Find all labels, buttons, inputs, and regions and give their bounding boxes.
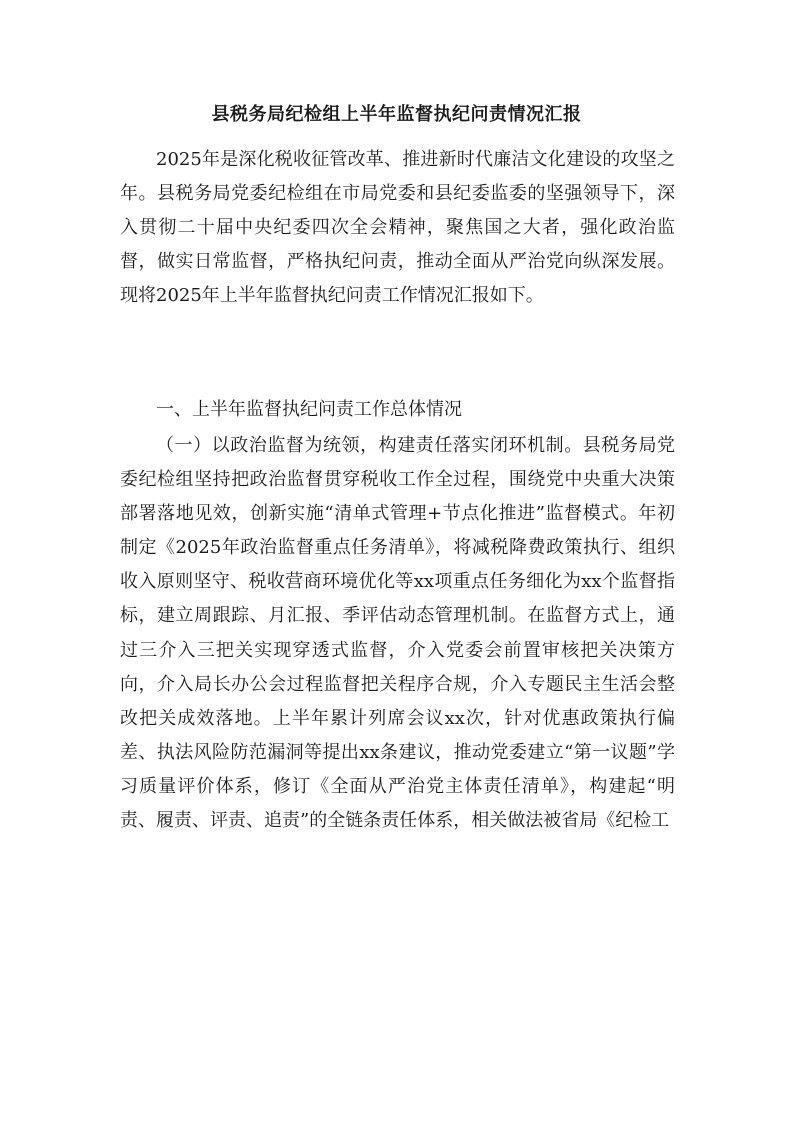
intro-paragraph: 2025年是深化税收征管改革、推进新时代廉洁文化建设的攻坚之年。县税务局党委纪检组在市局党委和县纪委监委的坚强领导下，深入贯彻二十届中央纪委四次全会精神，聚焦国之大者，强化政治监督，做实日常监督，严格执纪问责，推动全面从严治党向纵深发展。现将2025年上半年监督执纪问责工作情况汇报如下。 (120, 149, 675, 307)
section-heading: 一、上半年监督执纪问责工作总体情况 (156, 399, 462, 420)
document-title: 县税务局纪检组上半年监督执纪问责情况汇报 (211, 104, 582, 125)
section-paragraph: （一）以政治监督为统领，构建责任落实闭环机制。县税务局党委纪检组坚持把政治监督贯穿税收工作全过程，围绕党中央重大决策部署落地见效，创新实施“清单式管理+节点化推进”监督模式。年初制定《2025年政治监督重点任务清单》，将减税降费政策执行、组织收入原则坚守、税收营商环境优化等xx项重点任务细化为xx个监督指标，建立周跟踪、月汇报、季评估动态管理机制。在监督方式上，通过三介入三把关实现穿透式监督，介入党委会前置审核把关决策方向，介入局长办公会过程监督把关程序合规，介入专题民主生活会整改把关成效落地。上半年累计列席会议xx次，针对优惠政策执行偏差、执法风险防范漏洞等提出xx条建议，推动党委建立“第一议题”学习质量评价体系，修订《全面从严治党主体责任清单》，构建起“明责、履责、评责、追责”的全链条责任体系，相关做法被省局《纪检工 (120, 435, 675, 832)
